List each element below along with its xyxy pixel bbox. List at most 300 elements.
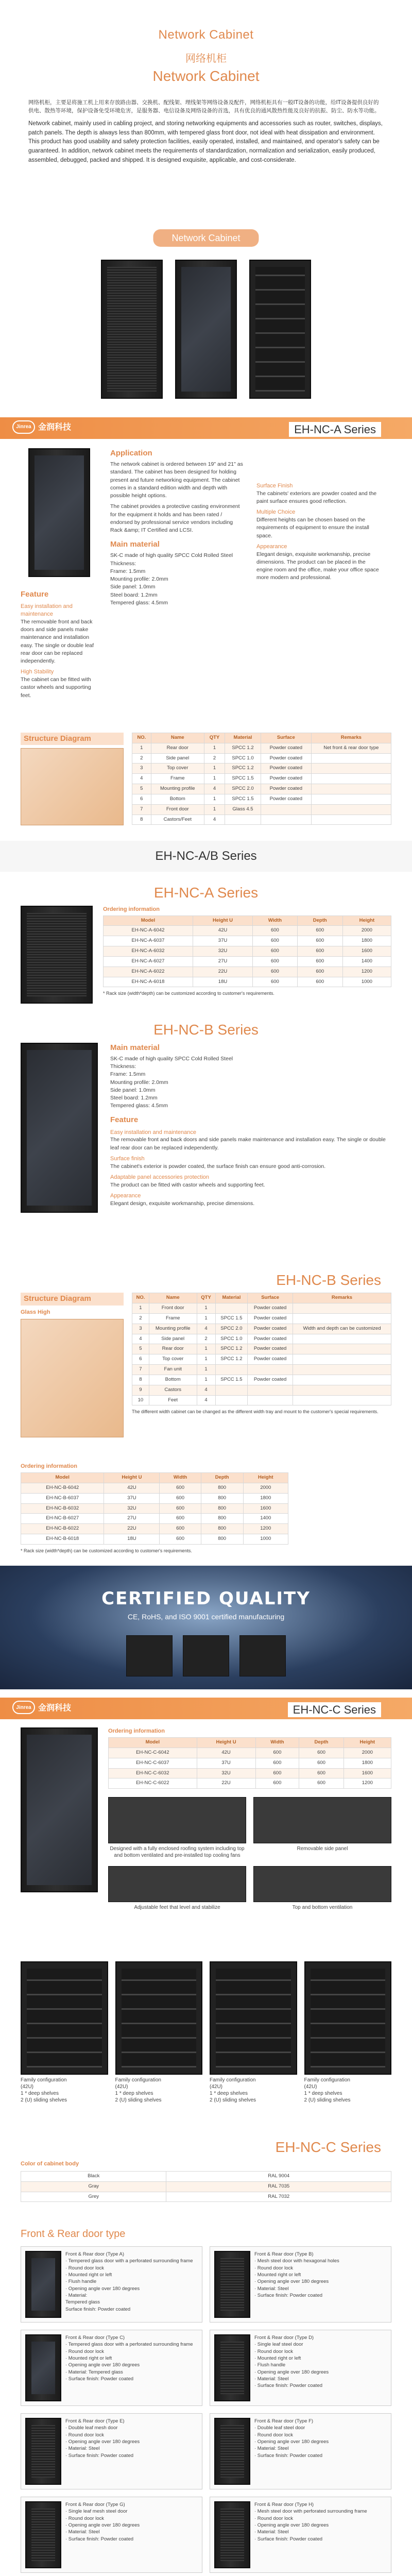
series-band-a	[0, 417, 412, 439]
table-cell: 2	[197, 1334, 215, 1344]
table-cell: 10	[132, 1395, 149, 1405]
table-cell: 18U	[104, 1534, 160, 1545]
series-band-c	[0, 1698, 412, 1719]
table-row	[104, 967, 391, 977]
table-cell: Top cover	[149, 1354, 197, 1365]
hero-title-cn: 网络机柜	[185, 52, 227, 65]
table-cell: EH-NC-A-6042	[104, 926, 193, 936]
brand-logo	[12, 420, 71, 434]
table-cell: 2000	[243, 1483, 288, 1494]
table-cell: Powder coated	[261, 743, 311, 753]
table-cell: Powder coated	[248, 1324, 293, 1334]
a-feature-item2-text: The cabinet can be fitted with castor wheels and supporting feet.	[21, 676, 91, 699]
table-cell	[293, 1344, 391, 1354]
table-cell: 27U	[193, 956, 252, 967]
table-cell: EH-NC-C-6037	[109, 1758, 197, 1768]
hero-title-en2: Network Cabinet	[152, 68, 260, 84]
table-row	[104, 936, 391, 946]
table-cell	[261, 804, 311, 815]
table-cell: 800	[201, 1483, 243, 1494]
table-row	[132, 1385, 391, 1395]
table-cell: 2	[132, 753, 151, 764]
table-cell: Grey	[21, 2192, 166, 2202]
config-row	[0, 1961, 412, 2126]
table-cell: SPCC 2.0	[225, 784, 261, 794]
b-order-head: Ordering information	[21, 1463, 77, 1470]
table-cell: EH-NC-B-6032	[21, 1503, 104, 1514]
table-header-cell: Name	[149, 1293, 197, 1303]
table-row	[109, 1748, 391, 1758]
a-section	[0, 439, 412, 733]
table-cell: 600	[160, 1524, 201, 1534]
table-cell: 22U	[104, 1524, 160, 1534]
band-series-title: EH-NC-A Series	[289, 422, 381, 437]
table-header-cell: QTY	[197, 1293, 215, 1303]
b-text-col	[110, 1043, 391, 1259]
b-order-table	[21, 1472, 288, 1545]
table-cell: 9	[132, 1385, 149, 1395]
structure-a-diagram	[21, 748, 124, 825]
structure-a-left	[21, 733, 124, 836]
structure-b-note: The different width cabinet can be changed as the different width tray and mount to the customer's special requirements.	[132, 1409, 379, 1415]
table-cell: 600	[299, 1748, 344, 1758]
hero-paragraph-cn: 网络机柜，主要是将施工机上用来存放路由器、交换机、配线架、理线架等网络设备及配件，网络机柜具有一般IT设备的功能，给IT设备提供良好的供电、散热等环境，保护设备免受环境危害，是服务器、电信设备及网络设备的首选，具有优良的通风散热性能及良好的抗振、防尘、防水等功能。	[28, 99, 380, 114]
table-row	[132, 743, 391, 753]
a-feature-item1-text: The removable front and back doors and side panels make maintenance and installation easy. The single or double leaf rear door can be replaced independently.	[21, 618, 94, 665]
a-feature-item1: Easy installation and maintenance	[21, 603, 73, 618]
table-row	[104, 946, 391, 957]
c-feature-3: Adjustable feet that level and stabilize	[108, 1866, 246, 1911]
config-1: Family configuration (42U) 1 * deep shelves 2 (U) sliding shelves	[21, 1961, 108, 2126]
config-4: Family configuration (42U) 1 * deep shelves 2 (U) sliding shelves	[304, 1961, 392, 2126]
table-row	[132, 753, 391, 764]
table-cell	[248, 1395, 293, 1405]
table-cell: 600	[253, 956, 298, 967]
table-cell: 800	[201, 1534, 243, 1545]
structure-a-head: Structure Diagram	[21, 733, 124, 745]
table-row	[104, 926, 391, 936]
table-cell: 4	[197, 1385, 215, 1395]
table-header-cell: Height	[344, 1738, 391, 1748]
table-cell: SPCC 1.2	[215, 1354, 248, 1365]
table-cell: 37U	[197, 1758, 255, 1768]
table-row	[132, 774, 391, 784]
table-cell: RAL 9004	[166, 2172, 391, 2182]
table-cell: 1	[204, 774, 225, 784]
table-cell: 27U	[104, 1514, 160, 1524]
b-order-note: * Rack size (width*depth) can be customized according to customer's requirements.	[21, 1548, 192, 1553]
table-cell	[311, 815, 391, 825]
table-cell: 4	[204, 815, 225, 825]
a-series-title: EH-NC-A Series	[153, 885, 259, 901]
table-cell: Bottom	[151, 794, 204, 804]
table-row	[132, 794, 391, 804]
color-section	[0, 2160, 412, 2227]
hero-paragraph-en: Network cabinet, mainly used in cabling project, and storing networking equipments and accessories such as router, switches, displays, patch panels. The depth is always less than 800mm, with tempered glass front door, not ideal with heat dissipation and environment. This product has good usability and safety protection facilities, easily operated, installed, and maintained, and operator's safety can be guaranteed. In addition, network cabinet meets the requirements of standardization, normalization and serialization, easily produced, assembled, debugged, packed and shipped. It is designed exquisite, applicable, and cost-considerate.	[28, 120, 383, 163]
table-cell: 42U	[197, 1748, 255, 1758]
table-cell: 37U	[104, 1493, 160, 1503]
ab-band	[0, 841, 412, 872]
table-cell: Powder coated	[248, 1375, 293, 1385]
table-cell: Powder coated	[261, 784, 311, 794]
structure-b-diagram	[21, 1319, 124, 1437]
table-header-cell: Depth	[299, 1738, 344, 1748]
table-row	[132, 1375, 391, 1385]
table-cell: EH-NC-B-6027	[21, 1514, 104, 1524]
table-header-cell: Material	[215, 1293, 248, 1303]
table-row	[132, 1324, 391, 1334]
table-cell: 8	[132, 1375, 149, 1385]
table-cell: Mounting profile	[149, 1324, 197, 1334]
brand-logo-c	[12, 1701, 71, 1714]
table-cell: SPCC 1.0	[215, 1334, 248, 1344]
table-cell	[293, 1303, 391, 1314]
a-feature-item2: High Stability	[21, 669, 54, 675]
table-cell: 1800	[344, 1758, 391, 1768]
table-cell: 600	[255, 1748, 299, 1758]
a-surface-head: Surface Finish	[256, 483, 293, 489]
cert-photo-1	[126, 1635, 173, 1676]
table-cell: 800	[201, 1524, 243, 1534]
table-cell: Fan unit	[149, 1365, 197, 1375]
table-cell: 1	[197, 1354, 215, 1365]
table-cell: 4	[197, 1324, 215, 1334]
table-header-row	[21, 1473, 288, 1483]
table-cell: EH-NC-A-6022	[104, 967, 193, 977]
table-cell: EH-NC-C-6032	[109, 1768, 197, 1778]
table-cell: 4	[132, 1334, 149, 1344]
table-cell: Mounting profile	[151, 784, 204, 794]
table-header-cell: Remarks	[311, 733, 391, 743]
a-order-note: * Rack size (width*depth) can be customized according to customer's requirements.	[103, 991, 274, 996]
table-cell: Castors/Feet	[151, 815, 204, 825]
table-header-cell: Remarks	[293, 1293, 391, 1303]
logo-mark-c: Jinrea	[12, 1701, 35, 1714]
cert-big-text: CERTIFIED QUALITY	[101, 1588, 311, 1609]
table-cell: 600	[299, 1768, 344, 1778]
door-type-b: Front & Rear door (Type B) · Mesh steel door with hexagonal holes · Round door lock · Mounted right or left · Opening angle over 180 degrees · Material: Steel · Surface finish: Powder coated	[210, 2246, 391, 2323]
logo-mark: Jinrea	[12, 420, 35, 434]
table-row	[109, 1758, 391, 1768]
a-material-head: Main material	[110, 540, 160, 549]
b-material-text: SK-C made of high quality SPCC Cold Rolled Steel Thickness: Frame: 1.5mm Mounting profile: 2.0mm Side panel: 1.0mm Steel board: 1.2mm Tempered glass: 4.5mm	[110, 1055, 233, 1109]
structure-b-table-wrap	[132, 1293, 391, 1463]
table-cell	[311, 764, 391, 774]
table-cell: 600	[253, 926, 298, 936]
a-right-col	[256, 448, 380, 733]
table-header-cell: Height U	[193, 916, 252, 926]
table-row	[132, 804, 391, 815]
door-type-h: Front & Rear door (Type H) · Mesh steel door with perforated surrounding frame · Round door lock · Opening angle over 180 degrees · Material: Steel · Surface finish: Powder coated	[210, 2497, 391, 2573]
table-cell	[215, 1385, 248, 1395]
b-f1-text: The removable front and back doors and side panels make maintenance and installation easy. The single or double leaf rear door can be replaced independently.	[110, 1137, 386, 1151]
table-header-cell: NO.	[132, 733, 151, 743]
table-cell: EH-NC-B-6042	[21, 1483, 104, 1494]
door-type-d: Front & Rear door (Type D) · Single leaf steel door · Round door lock · Mounted right or left · Flush handle · Opening angle over 180 degrees · Material: Steel · Surface finish: Powder coated	[210, 2330, 391, 2406]
table-header-cell: Height	[342, 916, 391, 926]
table-row	[132, 1395, 391, 1405]
table-cell	[215, 1303, 248, 1314]
table-cell: 4	[204, 784, 225, 794]
table-cell: 1800	[342, 936, 391, 946]
table-header-row	[109, 1738, 391, 1748]
table-cell	[293, 1375, 391, 1385]
a-choice-text: Different heights can be chosen based on the requirements of equipment to ensure the install space.	[256, 517, 369, 539]
table-cell: 600	[160, 1514, 201, 1524]
table-cell	[311, 774, 391, 784]
c-feature-1: Designed with a fully enclosed roofing system including top and bottom ventilated and pre-installed top cooling fans	[108, 1797, 246, 1859]
table-cell: EH-NC-B-6037	[21, 1493, 104, 1503]
b-f4-text: Elegant design, exquisite workmanship, precise dimensions.	[110, 1200, 255, 1207]
color-row	[21, 2172, 391, 2182]
table-cell: Bottom	[149, 1375, 197, 1385]
table-cell	[225, 815, 261, 825]
config-3: Family configuration (42U) 1 * deep shelves 2 (U) sliding shelves	[210, 1961, 297, 2126]
table-row	[132, 1334, 391, 1344]
table-cell: 600	[253, 946, 298, 957]
table-cell: 4	[132, 774, 151, 784]
a-choice-head: Multiple Choice	[256, 509, 296, 516]
table-cell	[293, 1334, 391, 1344]
table-cell: 1600	[344, 1768, 391, 1778]
table-header-cell: Height U	[104, 1473, 160, 1483]
a-application-text1: The network cabinet is ordered between 19" and 21" as standard. The cabinet has been designed for holding present and future networking equipment. The cabinet comes in a standard edition width and depth with possible height options.	[110, 461, 243, 499]
structure-b-section	[0, 1293, 412, 1463]
b-f1-head: Easy installation and maintenance	[110, 1129, 196, 1136]
b-f3-head: Adaptable panel accessories protection	[110, 1174, 210, 1180]
a-appearance-head: Appearance	[256, 543, 287, 550]
table-cell: Powder coated	[248, 1314, 293, 1324]
c-cabinet-photo	[21, 1727, 98, 1892]
table-row	[132, 764, 391, 774]
table-cell: SPCC 1.2	[225, 743, 261, 753]
b-f2-text: The cabinet's exterior is powder coated, the surface finish can ensure good anti-corrosion.	[110, 1163, 326, 1170]
table-cell: 8	[132, 815, 151, 825]
b-order-section	[0, 1463, 412, 1566]
table-row	[132, 1354, 391, 1365]
table-cell: 1	[197, 1303, 215, 1314]
table-header-cell: Model	[109, 1738, 197, 1748]
table-cell: Castors	[149, 1385, 197, 1395]
table-header-cell: Width	[255, 1738, 299, 1748]
table-cell: Top cover	[151, 764, 204, 774]
table-cell: SPCC 1.5	[215, 1375, 248, 1385]
table-cell: 7	[132, 804, 151, 815]
table-cell: 2000	[344, 1748, 391, 1758]
door-type-c: Front & Rear door (Type C) · Tempered glass door with a perforated surrounding frame · Round door lock · Mounted right or left · Opening angle over 180 degrees · Material: Tempered glass · Surface finish: Powder coated	[21, 2330, 202, 2406]
table-header-row	[132, 733, 391, 743]
structure-b-head: Structure Diagram	[21, 1293, 124, 1305]
hero-section	[0, 0, 412, 268]
table-cell: 6	[132, 1354, 149, 1365]
door-type-g: Front & Rear door (Type G) · Single leaf mesh steel door · Round door lock · Opening angle over 180 degrees · Material: Steel · Surface finish: Powder coated	[21, 2497, 202, 2573]
table-cell: 2	[132, 1314, 149, 1324]
table-cell: 600	[160, 1493, 201, 1503]
table-cell: 1200	[342, 967, 391, 977]
cabinet-photo-mesh	[101, 260, 163, 399]
table-row	[132, 815, 391, 825]
structure-b-table	[132, 1293, 391, 1405]
table-row	[132, 1344, 391, 1354]
c-section	[0, 1719, 412, 1961]
table-cell: Front door	[149, 1303, 197, 1314]
table-cell: Rear door	[151, 743, 204, 753]
table-cell	[293, 1365, 391, 1375]
table-cell: 600	[297, 967, 342, 977]
a-middle-col	[110, 448, 244, 733]
config-2: Family configuration (42U) 1 * deep shelves 2 (U) sliding shelves	[115, 1961, 203, 2126]
table-cell: 1	[204, 794, 225, 804]
table-cell: Net front & rear door type	[311, 743, 391, 753]
table-cell: Side panel	[151, 753, 204, 764]
table-header-cell: Name	[151, 733, 204, 743]
table-cell: Powder coated	[248, 1354, 293, 1365]
table-cell: 800	[201, 1493, 243, 1503]
b-f2-head: Surface finish	[110, 1155, 145, 1162]
c-order-head: Ordering information	[108, 1728, 165, 1735]
table-cell: 600	[297, 956, 342, 967]
table-cell: 32U	[197, 1768, 255, 1778]
table-cell	[215, 1395, 248, 1405]
table-cell: SPCC 1.5	[225, 774, 261, 784]
table-cell: EH-NC-A-6037	[104, 936, 193, 946]
table-cell: EH-NC-B-6022	[21, 1524, 104, 1534]
table-cell: 600	[255, 1778, 299, 1789]
table-cell	[293, 1395, 391, 1405]
table-cell: 600	[255, 1758, 299, 1768]
a-cabinet-image-col	[21, 448, 98, 733]
doors-grid	[21, 2246, 391, 2573]
table-cell: RAL 7035	[166, 2181, 391, 2192]
table-cell: Rear door	[149, 1344, 197, 1354]
table-row	[109, 1768, 391, 1778]
table-cell: 3	[132, 764, 151, 774]
color-table	[21, 2171, 391, 2202]
table-cell: Width and depth can be customized	[293, 1324, 391, 1334]
a-order-head: Ordering information	[103, 906, 160, 912]
table-header-cell: Height U	[197, 1738, 255, 1748]
a-order-table-wrap	[103, 906, 391, 1009]
table-cell: 18U	[193, 977, 252, 987]
table-cell: EH-NC-A-6018	[104, 977, 193, 987]
table-cell	[293, 1354, 391, 1365]
table-cell: SPCC 1.5	[215, 1314, 248, 1324]
cert-photo-3	[239, 1635, 286, 1676]
table-cell: 42U	[193, 926, 252, 936]
table-row	[104, 956, 391, 967]
table-cell: 7	[132, 1365, 149, 1375]
a-order-photo	[21, 906, 93, 1004]
table-cell: 2000	[342, 926, 391, 936]
table-header-row	[132, 1293, 391, 1303]
table-row	[132, 784, 391, 794]
table-header-cell: Surface	[248, 1293, 293, 1303]
table-row	[132, 1365, 391, 1375]
ab-band-title: EH-NC-A/B Series	[155, 849, 257, 863]
table-cell: Frame	[149, 1314, 197, 1324]
b-band-title: EH-NC-B Series	[276, 1272, 381, 1288]
a-cabinet-photo	[28, 448, 90, 577]
table-cell: 600	[255, 1768, 299, 1778]
table-row	[21, 1524, 288, 1534]
b-feature-head: Feature	[110, 1115, 139, 1125]
table-cell: SPCC 1.2	[215, 1344, 248, 1354]
color-row	[21, 2192, 391, 2202]
a-application-text2: The cabinet provides a protective casting environment for the equipment it holds and has been rated / endorsed by professional service vendors including Rack &amp; IT Certified and LCSI.	[110, 503, 240, 533]
doors-head: Front & Rear door type	[21, 2228, 126, 2240]
table-cell	[215, 1365, 248, 1375]
table-cell: 1800	[243, 1493, 288, 1503]
a-material-text: SK-C made of high quality SPCC Cold Rolled Steel Thickness: Frame: 1.5mm Mounting profile: 2.0mm Side panel: 1.0mm Steel board: 1.2mm Tempered glass: 4.5mm	[110, 552, 233, 606]
table-cell: EH-NC-C-6042	[109, 1748, 197, 1758]
table-cell: 1400	[342, 956, 391, 967]
table-row	[21, 1483, 288, 1494]
table-cell: 37U	[193, 936, 252, 946]
table-cell: EH-NC-A-6032	[104, 946, 193, 957]
cabinet-photo-glass	[175, 260, 237, 399]
table-cell: Powder coated	[261, 753, 311, 764]
c-feature-2: Removable side panel	[253, 1797, 391, 1859]
table-header-cell: QTY	[204, 733, 225, 743]
b-material-head: Main material	[110, 1043, 160, 1052]
table-cell: 1	[204, 743, 225, 753]
table-row	[132, 1303, 391, 1314]
c-feature-grid	[108, 1797, 391, 1911]
b-f4-head: Appearance	[110, 1193, 141, 1199]
table-cell	[248, 1365, 293, 1375]
b-f3-text: The product can be fitted with castor wheels and supporting feet.	[110, 1181, 265, 1188]
table-cell: 600	[160, 1483, 201, 1494]
table-cell	[311, 804, 391, 815]
table-cell: 1200	[344, 1778, 391, 1789]
table-cell: 1000	[342, 977, 391, 987]
table-cell: 5	[132, 784, 151, 794]
table-cell: Powder coated	[248, 1344, 293, 1354]
table-header-cell: Surface	[261, 733, 311, 743]
table-header-cell: Width	[253, 916, 298, 926]
table-cell: SPCC 1.2	[225, 764, 261, 774]
table-cell: 600	[297, 977, 342, 987]
b-section	[0, 1043, 412, 1259]
table-cell: 1	[132, 1303, 149, 1314]
table-cell: Gray	[21, 2181, 166, 2192]
table-cell: 5	[132, 1344, 149, 1354]
a-order-table	[103, 916, 391, 988]
table-cell: 600	[160, 1503, 201, 1514]
table-cell: 32U	[104, 1503, 160, 1514]
a-order-section	[0, 906, 412, 1009]
table-cell: 1	[197, 1314, 215, 1324]
table-row	[21, 1503, 288, 1514]
table-cell: 1	[197, 1344, 215, 1354]
a-surface-text: The cabinets' exteriors are powder coated and the paint surface ensures good reflection.	[256, 490, 377, 505]
c-series-title: EH-NC-C Series	[275, 2139, 381, 2156]
certified-quality-banner	[0, 1566, 412, 1689]
door-type-f: Front & Rear door (Type F) · Double leaf steel door · Round door lock · Opening angle over 180 degrees · Material: Steel · Surface finish: Powder coated	[210, 2413, 391, 2489]
table-cell: 600	[297, 936, 342, 946]
table-cell: Powder coated	[248, 1334, 293, 1344]
table-cell: Front door	[151, 804, 204, 815]
b-series-title: EH-NC-B Series	[153, 1021, 259, 1038]
table-cell	[311, 794, 391, 804]
table-cell: SPCC 2.0	[215, 1324, 248, 1334]
table-cell: 22U	[193, 967, 252, 977]
section-pill: Network Cabinet	[153, 229, 259, 247]
hero-title-en: Network Cabinet	[158, 28, 254, 42]
table-header-cell: Depth	[297, 916, 342, 926]
table-cell: 600	[297, 946, 342, 957]
table-cell: 1600	[342, 946, 391, 957]
